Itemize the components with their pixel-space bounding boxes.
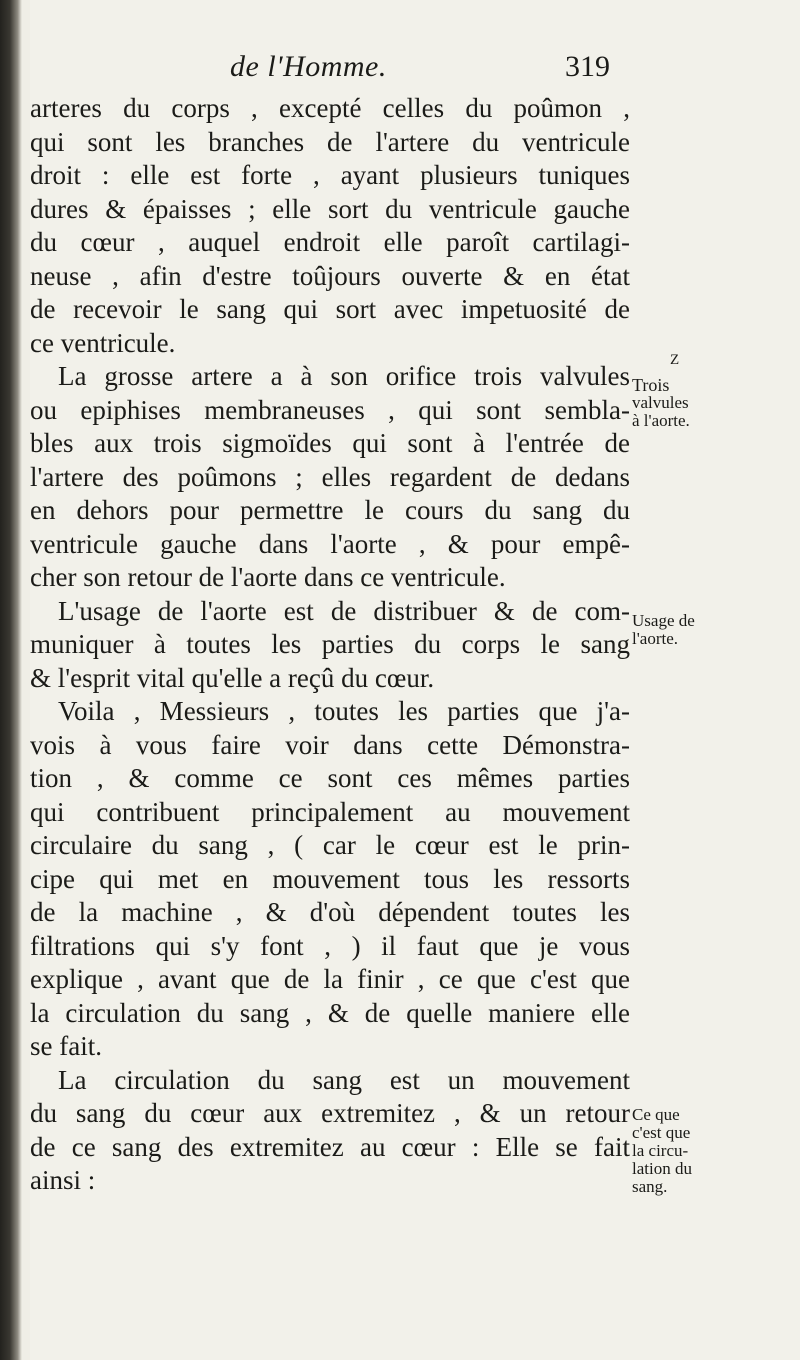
text-line: muniquer à toutes les parties du corps le sang [30, 629, 630, 659]
margin-note-line: Usage de [632, 611, 695, 630]
paragraph-start-line: Voila , Messieurs , toutes les parties que j'a- [58, 696, 630, 726]
text-line: cher son retour de l'aorte dans ce ventricule. [30, 562, 506, 592]
margin-note-usage [632, 612, 742, 648]
text-line: qui sont les branches de l'artere du ventricule [30, 126, 630, 157]
text-line: de recevoir le sang qui sort avec impetuosité de [30, 294, 630, 324]
margin-note-line: sang. [632, 1177, 668, 1196]
margin-mark: Z [670, 352, 680, 368]
text-line: du sang du cœur aux extremitez , & un retour [30, 1098, 630, 1128]
text-line: ventricule gauche dans l'aorte , & pour empê- [30, 528, 630, 559]
margin-note-line: Ce que [632, 1105, 680, 1124]
book-page [30, 0, 800, 1360]
text-line: explique , avant que de la finir , ce que c'est que [30, 964, 630, 994]
text-line: neuse , afin d'estre toûjours ouverte & en état [30, 260, 630, 291]
paragraph-start-line: La circulation du sang est un mouvement [58, 1064, 630, 1095]
margin-note-line: la circu- [632, 1141, 689, 1160]
margin-note-valvules [632, 376, 742, 430]
text-line: de ce sang des extremitez au cœur : Elle se fait [30, 1131, 630, 1162]
margin-note-line: Trois [632, 375, 670, 395]
text-line: dures & épaisses ; elle sort du ventricule gauche [30, 193, 630, 224]
book-gutter [0, 0, 22, 1360]
text-line: circulaire du sang , ( car le cœur est le prin- [30, 830, 630, 860]
text-line: filtrations qui s'y font , ) il faut que je vous [30, 930, 630, 961]
paragraph-start-line: L'usage de l'aorte est de distribuer & de com- [58, 595, 630, 626]
text-line: se fait. [30, 1031, 102, 1061]
text-line: de la machine , & d'où dépendent toutes les [30, 897, 630, 927]
margin-note-line: l'aorte. [632, 629, 679, 648]
page-header [30, 50, 800, 90]
text-line: qui contribuent principalement au mouvement [30, 796, 630, 827]
body-text [30, 92, 630, 1198]
margin-note-line: c'est que [632, 1123, 691, 1142]
margin-note-line: valvules [632, 393, 689, 412]
text-line: vois à vous faire voir dans cette Démonstra- [30, 729, 630, 760]
text-line: bles aux trois sigmoïdes qui sont à l'entrée de [30, 428, 630, 458]
text-line: en dehors pour permettre le cours du sang du [30, 495, 630, 525]
page-number: 319 [565, 50, 610, 83]
text-line: droit : elle est forte , ayant plusieurs tuniques [30, 160, 630, 190]
text-line: du cœur , auquel endroit elle paroît cartilagi- [30, 227, 630, 257]
text-line: ce ventricule. [30, 327, 176, 358]
text-line: arteres du corps , excepté celles du poûmon , [30, 93, 630, 123]
text-line: la circulation du sang , & de quelle maniere elle [30, 997, 630, 1028]
text-line: l'artere des poûmons ; elles regardent de dedans [30, 461, 630, 492]
text-line: ainsi : [30, 1165, 96, 1195]
text-line: tion , & comme ce sont ces mêmes parties [30, 763, 630, 793]
running-title: de l'Homme. [230, 50, 387, 83]
text-line: ou epiphises membraneuses , qui sont sembla- [30, 394, 630, 425]
text-line: cipe qui met en mouvement tous les ressorts [30, 863, 630, 894]
paragraph-start-line: La grosse artere a à son orifice trois valvules [58, 361, 630, 391]
margin-note-line: lation du [632, 1159, 692, 1178]
margin-note-circulation [632, 1106, 742, 1196]
margin-note-line: à l'aorte. [632, 411, 690, 430]
text-line: & l'esprit vital qu'elle a reçû du cœur. [30, 662, 435, 693]
